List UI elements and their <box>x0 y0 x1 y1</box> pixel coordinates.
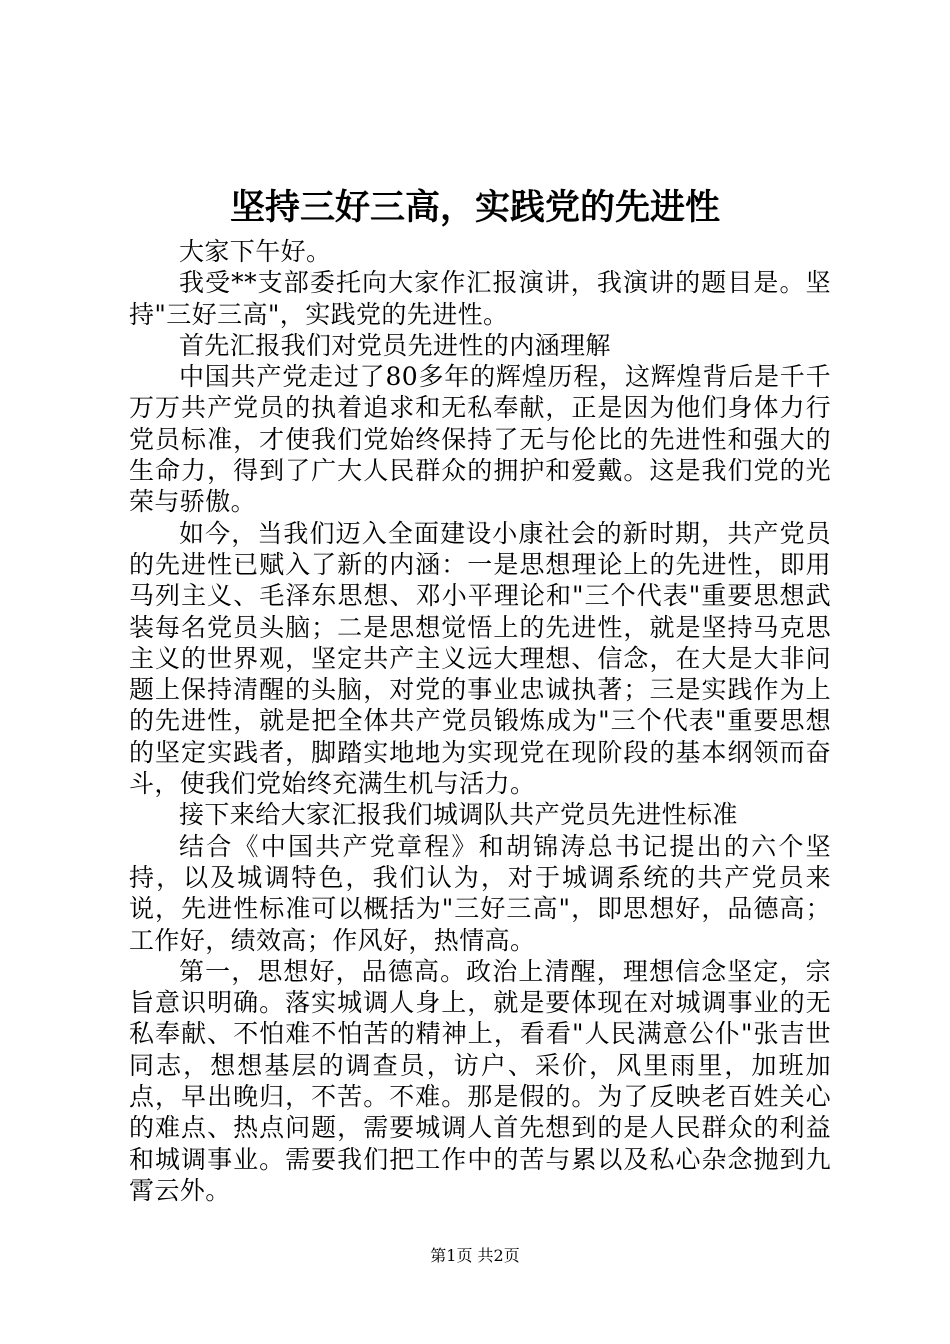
paragraph-section-heading-1: 首先汇报我们对党员先进性的内涵理解 <box>179 330 611 360</box>
paragraph-history: 中国共产党走过了80多年的辉煌历程，这辉煌背后是千千万万共产党员的执着追求和无私奉献，正是因为他们身体力行党员标准，才使我们党始终保持了无与伦比的先进性和强大的生命力，得到了广大人民群众的拥护和爱戴。这是我们党的光荣与骄傲。 <box>129 362 831 517</box>
page-footer: 第1页 共2页 <box>430 1246 520 1265</box>
paragraph-introduction: 我受**支部委托向大家作汇报演讲，我演讲的题目是。坚持"三好三高"，实践党的先进性。 <box>129 268 831 329</box>
document-title: 坚持三好三高，实践党的先进性 <box>229 188 720 228</box>
paragraph-standards: 结合《中国共产党章程》和胡锦涛总书记提出的六个坚持，以及城调特色，我们认为，对于城调系统的共产党员来说，先进性标准可以概括为"三好三高"，即思想好，品德高；工作好，绩效高；作风好，热情高。 <box>129 831 831 955</box>
paragraph-greeting: 大家下午好。 <box>179 237 332 266</box>
document-body <box>129 236 831 1206</box>
paragraph-section-heading-2: 接下来给大家汇报我们城调队共产党员先进性标准 <box>179 800 738 830</box>
paragraph-first-point: 第一，思想好，品德高。政治上清醒，理想信念坚定，宗旨意识明确。落实城调人身上，就是要体现在对城调事业的无私奉献、不怕难不怕苦的精神上，看看"人民满意公仆"张吉世同志，想想基层的调查员，访户、采价，风里雨里，加班加点，早出晚归，不苦。不难。那是假的。为了反映老百姓关心的难点、热点问题，需要城调人首先想到的是人民群众的利益和城调事业。需要我们把工作中的苦与累以及私心杂念抛到九霄云外。 <box>129 956 831 1205</box>
paragraph-new-connotation: 如今，当我们迈入全面建设小康社会的新时期，共产党员的先进性已赋入了新的内涵：一是思想理论上的先进性，即用马列主义、毛泽东思想、邓小平理论和"三个代表"重要思想武装每名党员头脑；二是思想觉悟上的先进性，就是坚持马克思主义的世界观，坚定共产主义远大理想、信念，在大是大非问题上保持清醒的头脑，对党的事业忠诚执著；三是实践作为上的先进性，就是把全体共产党员锻炼成为"三个代表"重要思想的坚定实践者，脚踏实地地为实现党在现阶段的基本纲领而奋斗，使我们党始终充满生机与活力。 <box>129 518 831 799</box>
